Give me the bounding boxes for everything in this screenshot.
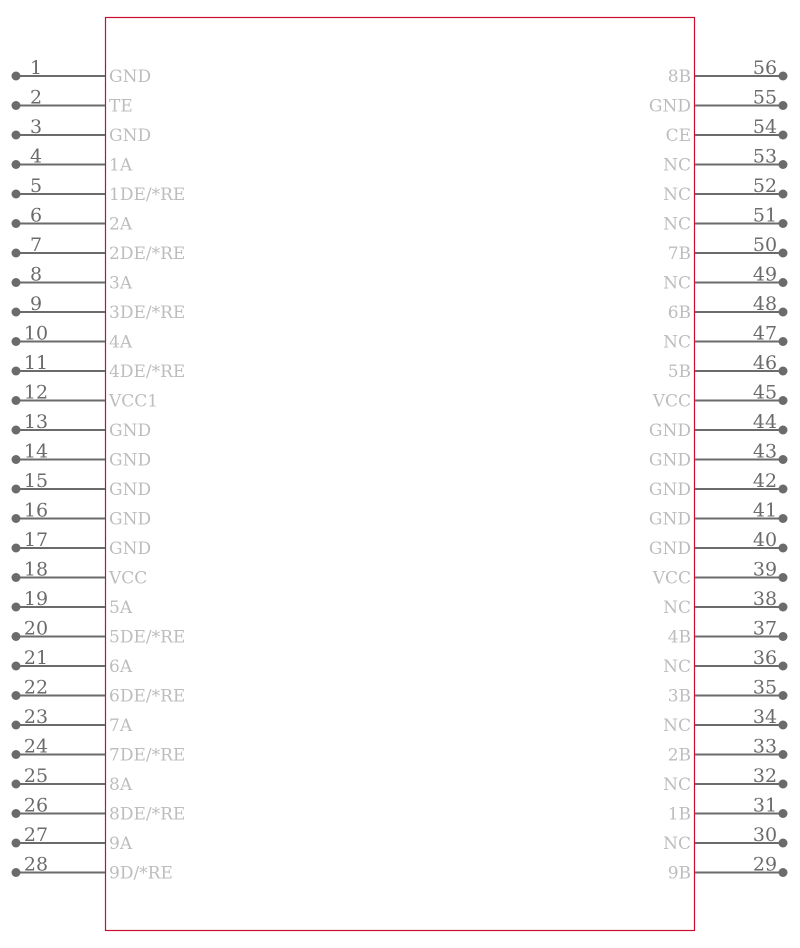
pin-name-label: NC [663,185,691,205]
right-pin-group [649,57,788,884]
pin-name-label: 9B [667,863,691,884]
pin-end-dot [779,190,788,199]
right-pin-53 [663,146,787,176]
pin-name-label: CE [665,126,691,146]
pin-name-label: NC [663,155,691,176]
pin-end-dot [779,809,788,818]
left-pin-19 [12,588,133,618]
pin-end-dot [12,544,21,553]
pin-name-label: GND [648,480,691,500]
pin-number-label: 56 [752,57,778,79]
pin-end-dot [12,249,21,258]
pin-end-dot [12,337,21,346]
pin-name-label: GND [109,126,152,146]
pin-end-dot [779,662,788,671]
pin-number-label: 10 [23,322,49,345]
pin-number-label: 55 [752,86,778,109]
pin-number-label: 38 [752,588,778,610]
pin-end-dot [779,278,788,287]
pin-name-label: GND [648,450,691,471]
pin-number-label: 4 [29,145,43,168]
pin-name-label: GND [648,539,691,559]
pin-end-dot [779,514,788,523]
pin-name-label: 1B [667,804,691,825]
pin-end-dot [779,839,788,848]
pin-number-label: 51 [752,204,778,227]
pin-name-label: 5A [109,598,133,618]
left-pin-24 [12,736,186,766]
pin-end-dot [12,160,21,169]
right-pin-51 [663,205,787,235]
pin-number-label: 5 [29,175,43,197]
pin-name-label: 8DE/*RE [109,804,186,825]
pin-number-label: 50 [752,234,778,256]
pin-number-label: 46 [752,352,778,374]
pin-number-label: 54 [752,116,778,138]
pin-number-label: 14 [23,440,49,463]
pin-number-label: 12 [23,381,49,404]
left-pin-1 [12,57,152,87]
right-pin-42 [649,470,788,500]
pin-number-label: 20 [23,617,49,640]
right-pin-36 [663,647,787,677]
pin-end-dot [12,662,21,671]
pin-number-label: 21 [23,647,49,669]
pin-number-label: 31 [752,794,778,817]
pin-name-label: 8B [667,67,691,87]
pin-end-dot [779,721,788,730]
pin-end-dot [779,455,788,464]
pin-name-label: 7A [109,716,133,736]
pin-number-label: 19 [23,588,49,610]
left-pin-7 [12,234,186,264]
pin-end-dot [12,839,21,848]
right-pin-55 [649,87,788,117]
pin-end-dot [779,219,788,228]
pin-end-dot [12,455,21,464]
pin-name-label: NC [663,834,691,854]
pin-name-label: GND [109,509,152,530]
pin-number-label: 33 [752,735,778,758]
pin-end-dot [12,190,21,199]
pin-number-label: 35 [752,676,778,699]
pin-name-label: VCC1 [109,391,159,412]
pin-number-label: 45 [752,381,778,404]
pin-name-label: NC [663,214,691,235]
pin-number-label: 28 [23,853,49,876]
pin-name-label: NC [663,332,691,353]
right-pin-34 [663,706,787,736]
pin-number-label: 52 [752,175,778,197]
pin-end-dot [779,72,788,81]
right-pin-46 [668,352,788,382]
pin-end-dot [779,691,788,700]
pin-name-label: TE [109,96,133,117]
pin-number-label: 30 [752,824,778,846]
left-pin-23 [12,706,133,736]
left-pin-15 [12,470,152,500]
pin-end-dot [12,514,21,523]
pin-name-label: GND [109,421,152,441]
pin-name-label: NC [663,598,691,618]
pin-number-label: 40 [752,529,778,551]
right-pin-32 [663,765,787,795]
right-pin-43 [649,441,788,471]
left-pin-16 [12,500,152,530]
pin-end-dot [779,337,788,346]
left-pin-22 [12,677,186,707]
left-pin-9 [12,293,186,323]
pin-end-dot [779,603,788,612]
pin-number-label: 17 [23,529,49,551]
pin-number-label: 6 [29,204,43,227]
pin-name-label: 4B [667,627,691,648]
pin-name-label: 1A [109,155,133,176]
pin-name-label: GND [648,509,691,530]
pin-end-dot [12,219,21,228]
pin-end-dot [779,308,788,317]
pin-name-label: 9D/*RE [109,863,173,884]
left-pin-6 [12,205,133,235]
pin-end-dot [779,160,788,169]
pin-number-label: 26 [23,794,49,817]
pin-end-dot [779,632,788,641]
pin-name-label: 1DE/*RE [109,185,186,205]
right-pin-31 [668,795,788,825]
pin-number-label: 49 [752,263,778,286]
right-pin-33 [668,736,788,766]
pin-end-dot [12,131,21,140]
right-pin-37 [668,618,788,648]
left-pin-12 [12,382,159,412]
pin-number-label: 24 [23,735,49,758]
pin-name-label: NC [663,716,691,736]
right-pin-29 [668,854,788,884]
pin-name-label: 3DE/*RE [109,303,186,323]
left-pin-20 [12,618,186,648]
right-pin-50 [668,234,788,264]
pin-end-dot [12,485,21,494]
pin-number-label: 39 [752,558,778,581]
pin-end-dot [779,396,788,405]
pin-end-dot [12,278,21,287]
pin-name-label: 6DE/*RE [109,686,186,707]
pin-number-label: 22 [23,676,49,699]
pin-name-label: NC [663,775,691,795]
pin-end-dot [12,632,21,641]
left-pin-25 [12,765,133,795]
pin-name-label: GND [648,96,691,117]
right-pin-40 [649,529,788,559]
pin-number-label: 42 [752,470,778,492]
pin-end-dot [779,426,788,435]
pin-name-label: 3A [109,273,133,294]
pin-name-label: NC [663,273,691,294]
right-pin-49 [663,264,787,294]
pin-number-label: 36 [752,647,778,669]
pin-end-dot [12,367,21,376]
pin-end-dot [779,249,788,258]
pin-number-label: 23 [23,706,49,728]
pin-end-dot [779,544,788,553]
left-pin-10 [12,323,133,353]
pin-end-dot [12,72,21,81]
pin-name-label: VCC [652,391,691,412]
pin-name-label: 7DE/*RE [109,745,186,766]
pin-name-label: 6A [109,657,133,677]
pin-end-dot [12,721,21,730]
pin-end-dot [12,780,21,789]
pin-name-label: 5B [667,362,691,382]
left-pin-28 [12,854,173,884]
pin-name-label: 7B [667,244,691,264]
pin-number-label: 3 [29,116,43,138]
pin-end-dot [12,691,21,700]
right-pin-41 [649,500,788,530]
pin-number-label: 1 [29,57,43,79]
pin-end-dot [12,426,21,435]
pin-name-label: 5DE/*RE [109,627,186,648]
pin-number-label: 47 [752,322,778,345]
pin-name-label: GND [109,480,152,500]
pin-end-dot [779,367,788,376]
pin-name-label: 9A [109,834,133,854]
left-pin-3 [12,116,152,146]
left-pin-18 [12,559,148,589]
pin-name-label: VCC [652,568,691,589]
right-pin-52 [663,175,787,205]
pin-number-label: 27 [23,824,49,846]
pin-end-dot [779,573,788,582]
pin-name-label: GND [109,539,152,559]
ic-body-outline [106,18,695,931]
pin-name-label: 2A [109,214,133,235]
pin-name-label: 6B [667,303,691,323]
pin-end-dot [779,485,788,494]
pin-end-dot [779,750,788,759]
left-pin-21 [12,647,133,677]
pin-end-dot [779,101,788,110]
pin-end-dot [12,308,21,317]
left-pin-group [12,57,186,884]
pin-number-label: 37 [752,617,778,640]
pin-end-dot [12,101,21,110]
right-pin-30 [663,824,787,854]
left-pin-13 [12,411,152,441]
right-pin-45 [652,382,788,412]
pin-number-label: 43 [752,440,778,463]
right-pin-44 [649,411,788,441]
left-pin-27 [12,824,133,854]
pin-number-label: 25 [23,765,49,787]
left-pin-11 [12,352,186,382]
pin-number-label: 15 [23,470,49,492]
right-pin-38 [663,588,787,618]
pin-end-dot [12,603,21,612]
pin-end-dot [12,750,21,759]
left-pin-17 [12,529,152,559]
pin-number-label: 48 [752,293,778,315]
pin-number-label: 9 [29,293,43,315]
pin-number-label: 32 [752,765,778,787]
pin-name-label: GND [109,450,152,471]
pin-name-label: GND [109,67,152,87]
pin-name-label: 4DE/*RE [109,362,186,382]
right-pin-54 [666,116,788,146]
pin-end-dot [12,573,21,582]
left-pin-5 [12,175,186,205]
pin-name-label: 8A [109,775,133,795]
right-pin-47 [663,323,787,353]
pin-name-label: 2B [667,745,691,766]
pin-number-label: 53 [752,145,778,168]
pin-end-dot [12,396,21,405]
pin-end-dot [12,868,21,877]
pin-name-label: 4A [109,332,133,353]
pin-number-label: 8 [29,263,43,286]
left-pin-8 [12,264,133,294]
pin-number-label: 18 [23,558,49,581]
pin-end-dot [779,131,788,140]
pin-number-label: 2 [29,86,43,109]
pin-end-dot [12,809,21,818]
pin-number-label: 34 [752,706,778,728]
pin-number-label: 16 [23,499,49,522]
left-pin-26 [12,795,186,825]
pin-number-label: 29 [752,853,778,876]
pin-number-label: 11 [23,352,49,374]
right-pin-39 [652,559,788,589]
pin-name-label: GND [648,421,691,441]
pin-name-label: VCC [109,568,148,589]
right-pin-48 [668,293,788,323]
pin-number-label: 44 [752,411,778,433]
pin-name-label: 2DE/*RE [109,244,186,264]
left-pin-2 [12,87,133,117]
pin-number-label: 13 [23,411,49,433]
left-pin-4 [12,146,133,176]
pin-number-label: 7 [29,234,43,256]
right-pin-56 [668,57,788,87]
left-pin-14 [12,441,152,471]
pin-end-dot [779,868,788,877]
pin-name-label: 3B [667,686,691,707]
pin-name-label: NC [663,657,691,677]
right-pin-35 [668,677,788,707]
pin-end-dot [779,780,788,789]
pin-number-label: 41 [752,499,778,522]
